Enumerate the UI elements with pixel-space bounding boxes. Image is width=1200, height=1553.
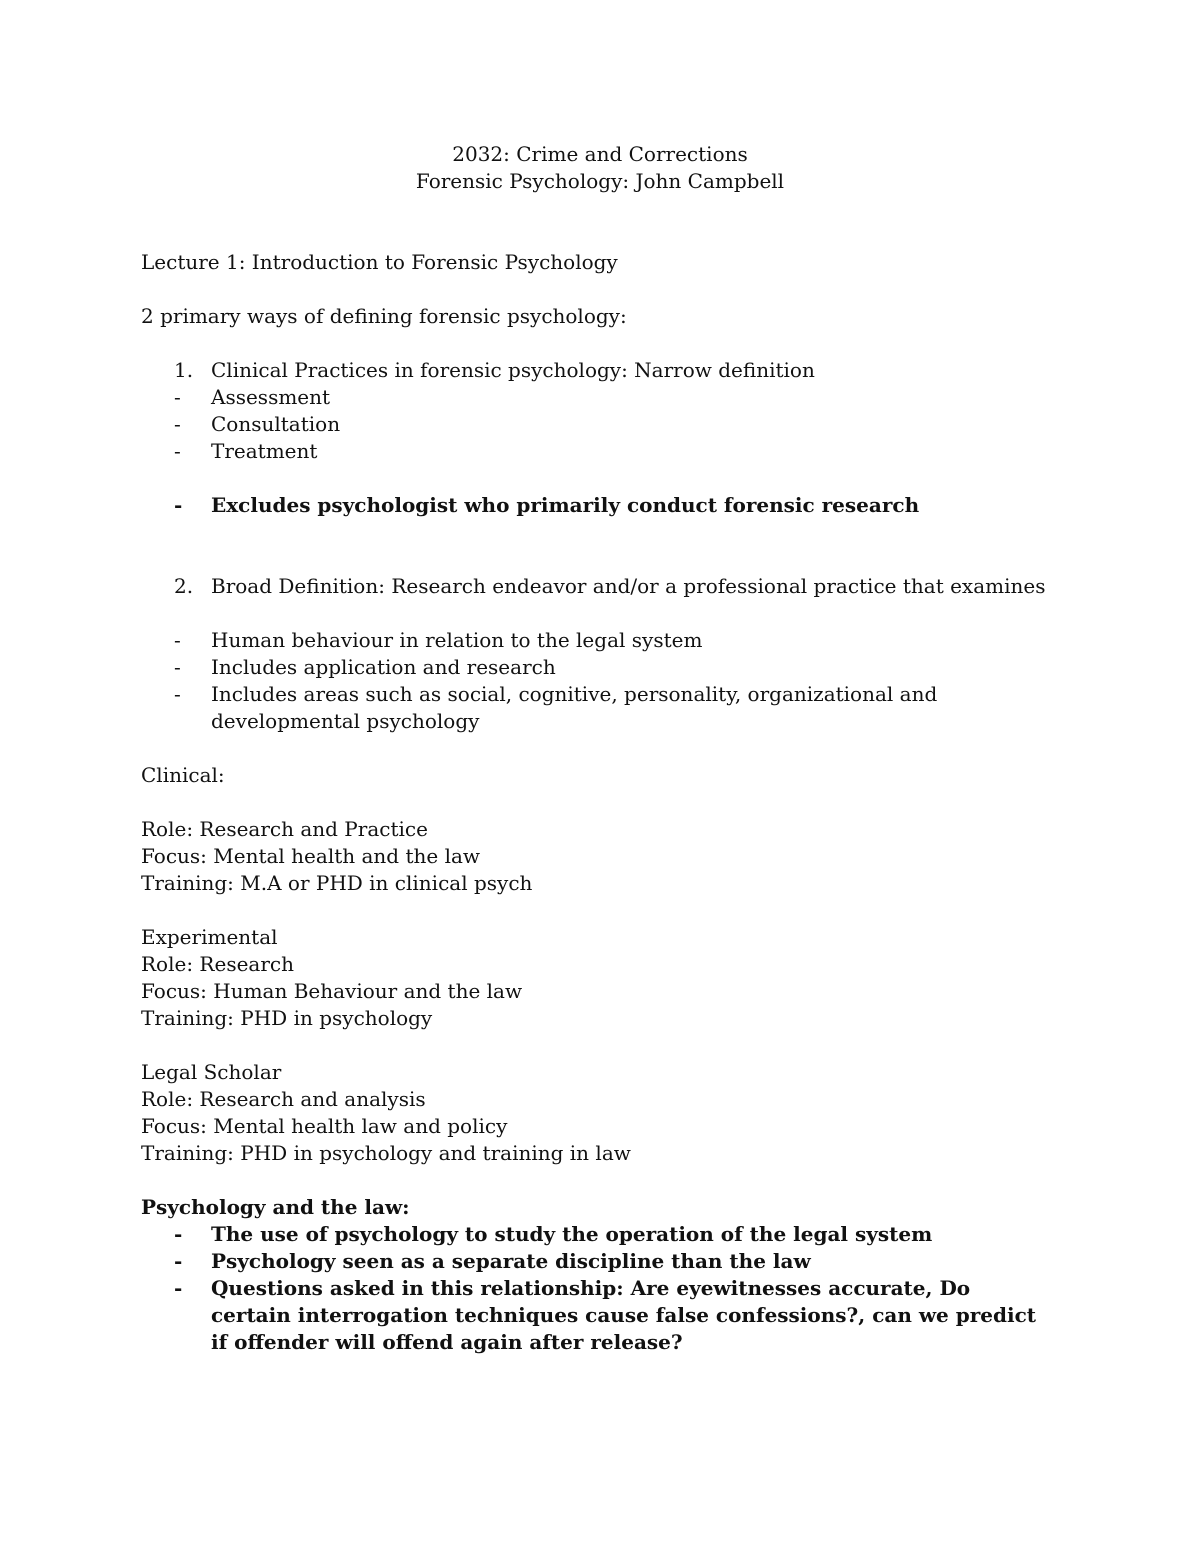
experimental-heading: Experimental	[141, 925, 278, 949]
experimental-role: Role: Research	[141, 952, 294, 976]
legal-scholar-training: Training: PHD in psychology and training in law	[141, 1141, 631, 1165]
dash-bullet: -	[174, 682, 181, 706]
list-item-text: The use of psychology to study the operation of the legal system	[211, 1222, 933, 1246]
list-item-text: Human behaviour in relation to the legal system	[211, 628, 703, 652]
legal-scholar-heading: Legal Scholar	[141, 1060, 282, 1084]
instructor-line: Forensic Psychology: John Campbell	[415, 169, 785, 193]
list-item-text: Includes areas such as social, cognitive, personality, organizational and developmental psychology	[211, 682, 938, 733]
clinical-role: Role: Research and Practice	[141, 817, 428, 841]
definition-1	[141, 357, 1041, 384]
dash-bullet: -	[174, 1276, 183, 1300]
list-item-text: Questions asked in this relationship: Are eyewitnesses accurate, Do certain interrogation techniques cause false confessions?, can we predict if offender will offend again after release?	[211, 1276, 1036, 1354]
list-item-text: Psychology seen as a separate discipline than the law	[211, 1249, 811, 1273]
course-title: 2032: Crime and Corrections	[452, 142, 748, 166]
legal-scholar-focus: Focus: Mental health law and policy	[141, 1114, 508, 1138]
dash-bullet: -	[174, 439, 181, 463]
list-item	[141, 384, 1041, 411]
list-item	[141, 1275, 1041, 1356]
dash-bullet: -	[174, 385, 181, 409]
list-item-text: Treatment	[211, 439, 318, 463]
list-item	[141, 1221, 1041, 1248]
list-number: 1.	[174, 358, 194, 382]
experimental-training: Training: PHD in psychology	[141, 1006, 433, 1030]
list-item-text: Includes application and research	[211, 655, 556, 679]
lecture-title: Lecture 1: Introduction to Forensic Psychology	[141, 250, 618, 274]
dash-bullet: -	[174, 628, 181, 652]
definition-1-text: Clinical Practices in forensic psychology: Narrow definition	[211, 358, 815, 382]
definition-2-text: Broad Definition: Research endeavor and/or a professional practice that examines	[211, 574, 1046, 598]
list-item	[141, 627, 1041, 654]
document-body	[141, 141, 1046, 1356]
experimental-focus: Focus: Human Behaviour and the law	[141, 979, 523, 1003]
list-item	[141, 681, 1041, 735]
dash-bullet: -	[174, 1222, 183, 1246]
clinical-training: Training: M.A or PHD in clinical psych	[141, 871, 533, 895]
definition-2	[141, 573, 1046, 600]
clinical-heading: Clinical:	[141, 763, 225, 787]
list-item	[141, 654, 1041, 681]
legal-scholar-role: Role: Research and analysis	[141, 1087, 426, 1111]
list-item-text: Assessment	[211, 385, 331, 409]
document-header	[141, 141, 1059, 195]
list-item	[141, 438, 1041, 465]
intro-text: 2 primary ways of defining forensic psychology:	[141, 304, 627, 328]
clinical-focus: Focus: Mental health and the law	[141, 844, 481, 868]
list-item	[141, 492, 1041, 519]
psych-law-heading: Psychology and the law:	[141, 1195, 410, 1219]
list-item	[141, 411, 1041, 438]
dash-bullet: -	[174, 1249, 183, 1273]
list-number: 2.	[174, 574, 194, 598]
dash-bullet: -	[174, 412, 181, 436]
list-item	[141, 1248, 1041, 1275]
dash-bullet: -	[174, 655, 181, 679]
list-item-text: Consultation	[211, 412, 341, 436]
exclusion-text: Excludes psychologist who primarily conduct forensic research	[211, 493, 920, 517]
dash-bullet: -	[174, 493, 183, 517]
